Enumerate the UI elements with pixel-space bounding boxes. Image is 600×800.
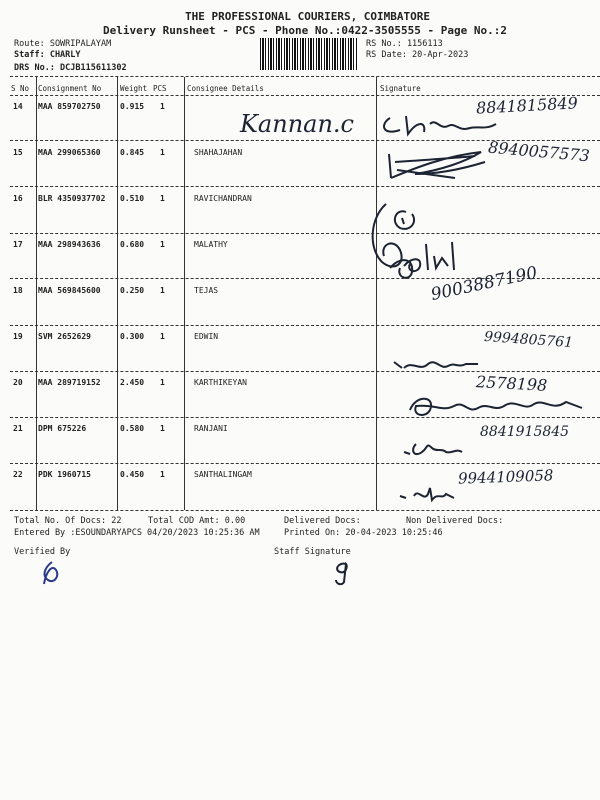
- col-header-consignment: Consignment No: [38, 84, 102, 93]
- row-sno: 16: [13, 194, 23, 203]
- row-signature-note: 9994805761: [483, 328, 574, 352]
- row-weight: 0.580: [120, 424, 145, 433]
- col-header-pcs: PCS: [153, 84, 167, 93]
- signature-scribble: [398, 484, 468, 504]
- row-weight: 0.680: [120, 240, 145, 249]
- signature-scribble: [385, 148, 495, 184]
- row-pcs: 1: [160, 148, 165, 157]
- row-divider: [10, 417, 600, 418]
- row-pcs: 1: [160, 194, 165, 203]
- row-weight: 0.915: [120, 102, 145, 111]
- row-pcs: 1: [160, 378, 165, 387]
- row-pcs: 1: [160, 286, 165, 295]
- staff-signature-label: Staff Signature: [274, 547, 351, 557]
- verifier-signature: [40, 560, 64, 586]
- row-consignment: MAA 859702750: [38, 102, 101, 111]
- row-weight: 0.450: [120, 470, 145, 479]
- row-consignment: MAA 289719152: [38, 378, 101, 387]
- row-divider: [10, 186, 600, 187]
- signature-scribble: [378, 110, 528, 140]
- row-divider: [10, 463, 600, 464]
- route-label: Route: SOWRIPALAYAM: [14, 39, 112, 49]
- row-consignee: TEJAS: [194, 286, 219, 295]
- row-sno: 14: [13, 102, 23, 111]
- row-sno: 21: [13, 424, 23, 433]
- company-name: THE PROFESSIONAL COURIERS, COIMBATORE: [185, 10, 431, 23]
- row-consignment: MAA 299065360: [38, 148, 101, 157]
- total-cod-amount: Total COD Amt: 0.00: [148, 516, 246, 526]
- column-rule: [36, 77, 37, 510]
- staff-label: Staff: CHARLY: [14, 50, 81, 60]
- col-header-consignee: Consignee Details: [187, 84, 264, 93]
- table-top-divider: [10, 76, 600, 77]
- row-sno: 19: [13, 332, 23, 341]
- row-divider: [10, 371, 600, 372]
- row-consignee: SHAHAJAHAN: [194, 148, 243, 157]
- drs-number: DRS No.: DCJB115611302: [14, 63, 127, 73]
- row-consignment: BLR 4350937702: [38, 194, 106, 203]
- col-header-weight: Weight: [120, 84, 148, 93]
- row-consignment: PDK 1960715: [38, 470, 91, 479]
- row-consignee: KARTHIKEYAN: [194, 378, 247, 387]
- signature-scribble: [406, 390, 586, 420]
- row-weight: 0.845: [120, 148, 145, 157]
- row-sno: 15: [13, 148, 23, 157]
- row-consignment: MAA 569845600: [38, 286, 101, 295]
- row-consignment: MAA 298943636: [38, 240, 101, 249]
- row-consignment: SVM 2652629: [38, 332, 91, 341]
- signature-scribble: [402, 438, 472, 460]
- row-weight: 0.300: [120, 332, 145, 341]
- verified-by-label: Verified By: [14, 547, 71, 557]
- row-consignment: DPM 675226: [38, 424, 87, 433]
- col-header-signature: Signature: [380, 84, 421, 93]
- entered-by: Entered By :ESOUNDARYAPCS 04/20/2023 10:25:36 AM: [14, 528, 260, 538]
- row-sno: 18: [13, 286, 23, 295]
- printed-on: Printed On: 20-04-2023 10:25:46: [284, 528, 443, 538]
- table-bottom-divider: [10, 510, 600, 511]
- row-signature-note: 9003887190: [429, 262, 540, 306]
- row-signature-note: 2578198: [475, 372, 548, 395]
- row-weight: 0.510: [120, 194, 145, 203]
- row-sno: 22: [13, 470, 23, 479]
- delivered-docs: Delivered Docs:: [284, 516, 361, 526]
- row-signature-note: 8940057573: [487, 137, 591, 166]
- row-consignee-handwritten: Kannan.c: [240, 110, 354, 138]
- row-consignee: RAVICHANDRAN: [194, 194, 252, 203]
- row-sno: 20: [13, 378, 23, 387]
- column-rule: [184, 77, 185, 510]
- row-pcs: 1: [160, 424, 165, 433]
- signature-scribble: [400, 236, 480, 276]
- column-rule: [376, 77, 377, 510]
- row-sno: 17: [13, 240, 23, 249]
- row-consignee: MALATHY: [194, 240, 228, 249]
- barcode-image: [260, 38, 358, 70]
- non-delivered-docs: Non Delivered Docs:: [406, 516, 504, 526]
- rs-number: RS No.: 1156113: [366, 39, 443, 49]
- column-rule: [117, 77, 118, 510]
- runsheet-subtitle: Delivery Runsheet - PCS - Phone No.:0422-3505555 - Page No.:2: [103, 24, 507, 37]
- row-consignee: EDWIN: [194, 332, 219, 341]
- rs-date: RS Date: 20-Apr-2023: [366, 50, 469, 60]
- row-signature-note: 8841915845: [480, 424, 570, 440]
- row-signature-note: 8841815849: [475, 93, 579, 118]
- row-divider: [10, 325, 600, 326]
- row-pcs: 1: [160, 102, 165, 111]
- row-pcs: 1: [160, 240, 165, 249]
- row-pcs: 1: [160, 332, 165, 341]
- row-consignee: SANTHALINGAM: [194, 470, 252, 479]
- total-docs: Total No. Of Docs: 22: [14, 516, 122, 526]
- row-consignee: RANJANI: [194, 424, 228, 433]
- row-divider: [10, 233, 600, 234]
- row-weight: 0.250: [120, 286, 145, 295]
- col-header-sno: S No: [11, 84, 30, 93]
- signature-scribble: [392, 352, 482, 376]
- row-signature-note: 9944109058: [457, 466, 554, 488]
- row-weight: 2.450: [120, 378, 145, 387]
- row-pcs: 1: [160, 470, 165, 479]
- staff-signature: [330, 560, 354, 586]
